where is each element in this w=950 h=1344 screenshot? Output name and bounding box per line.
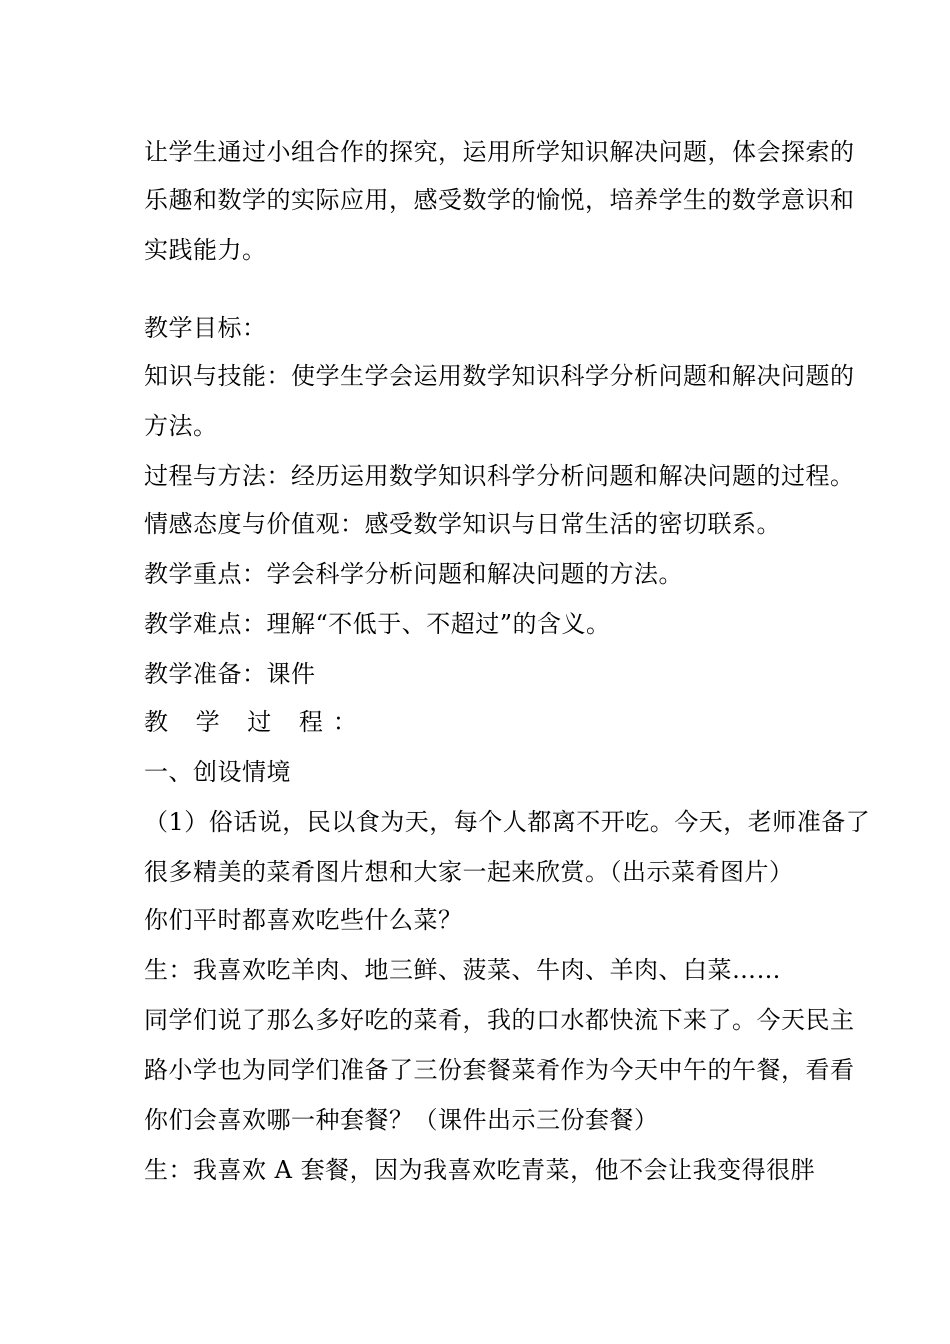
paragraph-two-line-1: 同学们说了那么多好吃的菜肴，我的口水都快流下来了。今天民主 [144, 1006, 855, 1034]
process-heading: 教 学 过 程： [144, 708, 367, 736]
question-text: 你们平时都喜欢吃些什么菜？ [144, 906, 463, 934]
student-answer-two: 生：我喜欢 A 套餐，因为我喜欢吃青菜，他不会让我变得很胖 [144, 1156, 816, 1184]
intro-line-1: 让学生通过小组合作的探究，运用所学知识解决问题，体会探索的 [144, 138, 855, 166]
intro-line-3: 实践能力。 [144, 236, 267, 264]
intro-line-2: 乐趣和数学的实际应用，感受数学的愉悦，培养学生的数学意识和 [144, 186, 855, 214]
key-point: 教学重点：学会科学分析问题和解决问题的方法。 [144, 560, 683, 588]
paragraph-two-line-2: 路小学也为同学们准备了三份套餐菜肴作为今天中午的午餐，看看 [144, 1056, 855, 1084]
difficulty: 教学难点：理解“不低于、不超过”的含义。 [144, 610, 611, 638]
knowledge-skills-line-1: 知识与技能：使学生学会运用数学知识科学分析问题和解决问题的 [144, 362, 855, 390]
objectives-heading: 教学目标： [144, 314, 267, 342]
paragraph-one-line-2: 很多精美的菜肴图片想和大家一起来欣赏。（出示菜肴图片） [144, 858, 794, 886]
student-answer-one: 生：我喜欢吃羊肉、地三鲜、菠菜、牛肉、羊肉、白菜…… [144, 956, 781, 984]
preparation: 教学准备：课件 [144, 660, 316, 688]
section-one-title: 一、创设情境 [144, 758, 291, 786]
paragraph-two-line-3: 你们会喜欢哪一种套餐？（课件出示三份套餐） [144, 1106, 659, 1134]
knowledge-skills-line-2: 方法。 [144, 412, 218, 440]
paragraph-one-line-1: （1）俗话说，民以食为天，每个人都离不开吃。今天，老师准备了 [144, 808, 871, 836]
emotion-values: 情感态度与价值观：感受数学知识与日常生活的密切联系。 [144, 510, 781, 538]
process-method: 过程与方法：经历运用数学知识科学分析问题和解决问题的过程。 [144, 462, 855, 490]
